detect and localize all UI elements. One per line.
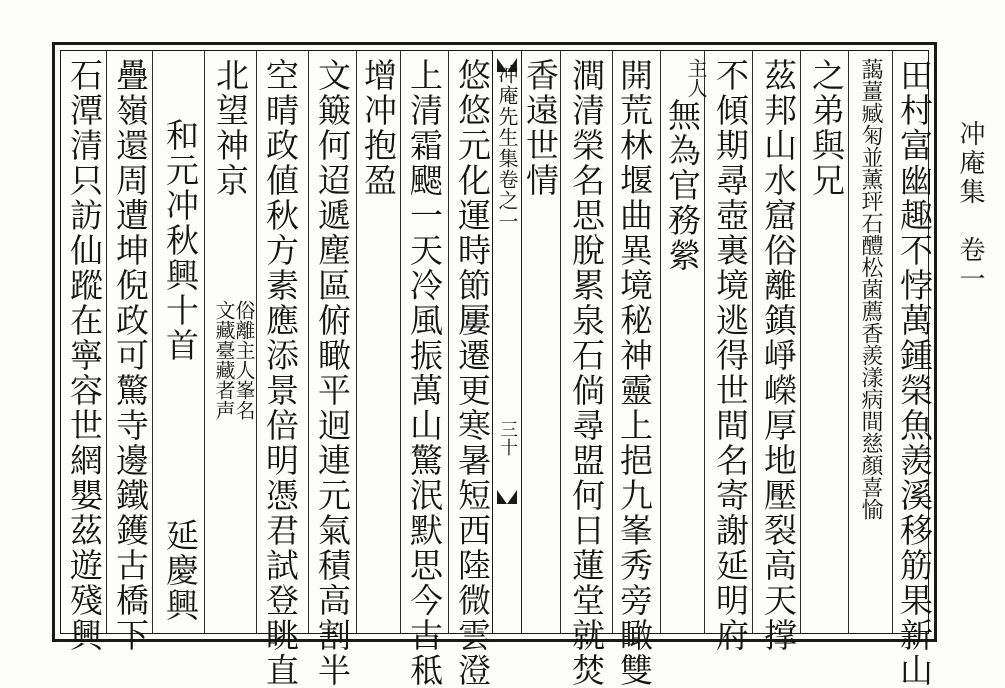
column-rule — [752, 50, 753, 634]
column-rule — [256, 50, 257, 634]
column-rule — [152, 50, 153, 634]
text-column: 北望神京 — [211, 58, 250, 198]
column-rule — [560, 50, 561, 634]
column-rule — [892, 50, 893, 634]
fish-tail-mark-icon — [497, 490, 517, 504]
small-note-column: 主人 — [684, 58, 708, 98]
text-column: 茲邦山水窟俗離鎮崢嶸厚地壓裂高天撑 — [759, 58, 798, 653]
text-column: 開荒林堰曲異境秘神靈上挹九峯秀旁瞰雙 — [615, 58, 654, 688]
column-rule — [612, 50, 613, 634]
text-column: 之弟與兄 — [807, 58, 846, 198]
title-column: 和元冲秋興十首 — [161, 118, 200, 363]
text-column: 上清霜颸一天冷風振萬山驚泯默思今古秪 — [405, 58, 444, 688]
text-column: 不傾期尋壺裏境逃得世間名寄謝延明府 — [711, 58, 750, 653]
text-column: 悠悠元化運時節屢遷更寒暑短西陸微雲澄 — [453, 58, 492, 688]
author-column: 延慶興 — [161, 518, 200, 623]
text-column: 田村富幽趣不悖萬鍾榮魚羨溪移筋果新山 — [895, 58, 934, 688]
column-rule — [848, 50, 849, 634]
text-column: 文簸何迢遞塵區俯瞰平迥連元氣積高割半 — [313, 58, 352, 688]
text-column: 增冲抱盈 — [359, 58, 398, 198]
small-note-column: 俗離主人峯名文藏臺藏者声 — [212, 300, 256, 420]
text-column: 香遠世情 — [521, 58, 560, 198]
text-column: 空晴政値秋方素應添景倍明憑君試登眺直 — [261, 58, 300, 688]
column-rule — [308, 50, 309, 634]
column-rule — [356, 50, 357, 634]
column-rule — [204, 50, 205, 634]
text-column: 澗清榮名思脫累泉石倘尋盟何日蓮堂就焚 — [567, 58, 606, 688]
center-title: 冲庵先生集卷之一 — [495, 64, 519, 232]
text-column: 藹薑臧匊並薰玶石醴松菌薦香羨漾病間慈顏喜愉 — [858, 58, 883, 520]
text-column: 石潭清只訪仙蹤在寧容世網嬰茲遊殘興 — [65, 58, 104, 653]
text-column: 無為官務縈 — [663, 98, 702, 273]
column-rule — [106, 50, 107, 634]
column-rule — [400, 50, 401, 634]
page-number: 三十 — [497, 420, 518, 456]
column-rule — [660, 50, 661, 634]
column-rule — [448, 50, 449, 634]
column-rule — [800, 50, 801, 634]
text-column: 疊嶺還周遭坤倪政可驚寺邊鐵鑊古橋下 — [111, 58, 150, 653]
margin-volume-label: 冲庵集 卷一 — [955, 120, 985, 294]
